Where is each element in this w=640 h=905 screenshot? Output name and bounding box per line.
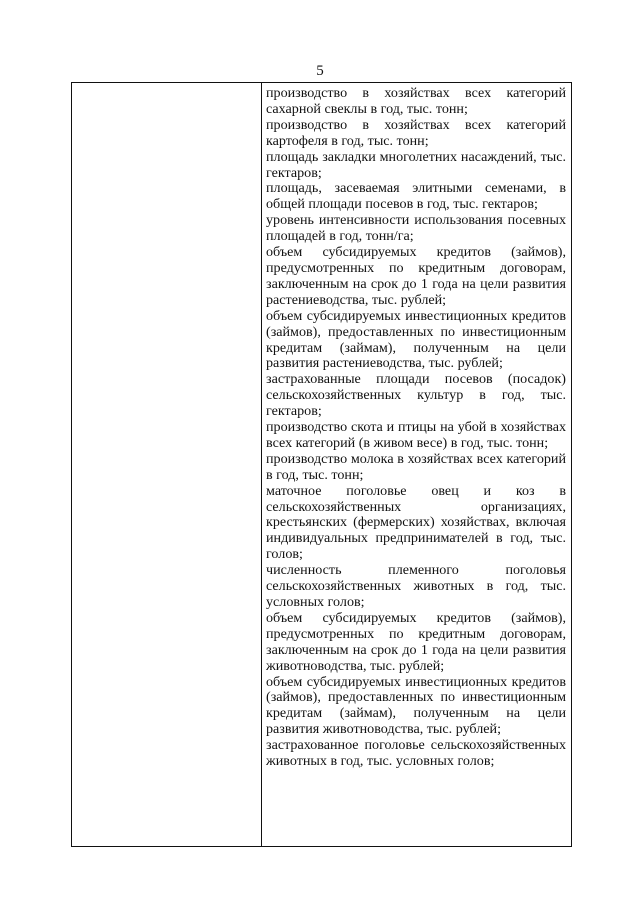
column-divider bbox=[261, 83, 262, 846]
indicator-entry: площадь закладки многолетних насаждений, тыс. гектаров; bbox=[266, 148, 566, 181]
page-number: 5 bbox=[316, 63, 324, 79]
indicator-entry: производство молока в хозяйствах всех категорий в год, тыс. тонн; bbox=[266, 450, 566, 483]
table-left-cell bbox=[72, 83, 261, 846]
indicator-entry: численность племенного поголовья сельскохозяйственных животных в год, тыс. условных голов; bbox=[266, 562, 566, 610]
indicator-entry: маточное поголовье овец и коз в сельскохозяйственных организациях, крестьянских (фермерских) хозяйствах, включая индивидуальных предпринимателей в год, тыс. голов; bbox=[266, 482, 566, 563]
table-right-cell bbox=[266, 86, 566, 846]
indicator-entry: объем субсидируемых инвестиционных кредитов (займов), предоставленных по инвестиционным кредитам (займам), полученным на цели развития животноводства, тыс. рублей; bbox=[266, 673, 566, 738]
indicator-entry: объем субсидируемых кредитов (займов), предусмотренных по кредитным договорам, заключенным на срок до 1 года на цели развития растениеводства, тыс. рублей; bbox=[266, 244, 566, 308]
indicator-entry: площадь, засеваемая элитными семенами, в общей площади посевов в год, тыс. гектаров; bbox=[266, 180, 566, 213]
indicator-entry: уровень интенсивности использования посевных площадей в год, тонн/га; bbox=[266, 212, 566, 245]
indicator-entry: производство в хозяйствах всех категорий картофеля в год, тыс. тонн; bbox=[266, 116, 566, 149]
indicator-entry: производство в хозяйствах всех категорий сахарной свеклы в год, тыс. тонн; bbox=[266, 85, 566, 117]
indicator-entry: застрахованные площади посевов (посадок) сельскохозяйственных культур в год, тыс. гектаров; bbox=[266, 371, 566, 420]
indicator-entry: производство скота и птицы на убой в хозяйствах всех категорий (в живом весе) в год, тыс. тонн; bbox=[266, 419, 566, 451]
indicator-entry: застрахованное поголовье сельскохозяйственных животных в год, тыс. условных голов; bbox=[266, 737, 566, 770]
document-table bbox=[71, 82, 572, 847]
indicator-entry: объем субсидируемых кредитов (займов), предусмотренных по кредитным договорам, заключенным на срок до 1 года на цели развития животноводства, тыс. рублей; bbox=[266, 609, 566, 674]
indicator-entry: объем субсидируемых инвестиционных кредитов (займов), предоставленных по инвестиционным кредитам (займам), полученным на цели развития растениеводства, тыс. рублей; bbox=[266, 307, 566, 372]
